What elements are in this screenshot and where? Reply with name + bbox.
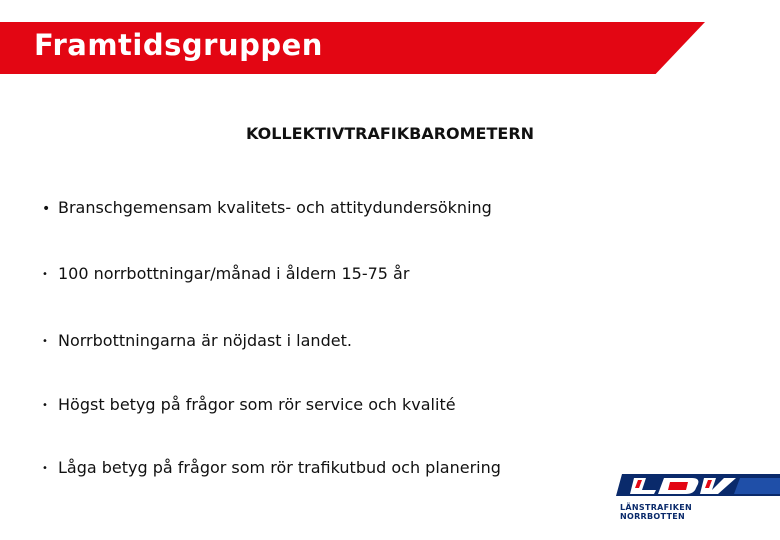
bullet-item — [42, 198, 492, 217]
slide-title: Framtidsgruppen — [34, 28, 323, 62]
bullet-dot-icon: • — [42, 463, 48, 474]
slide-subtitle: KOLLEKTIVTRAFIKBAROMETERN — [245, 124, 535, 143]
bullet-dot-icon: • — [42, 400, 48, 411]
bullet-dot-icon: • — [42, 336, 48, 347]
bullet-text: Låga betyg på frågor som rör trafikutbud och planering — [58, 458, 501, 477]
bullet-dot-icon: • — [42, 200, 51, 217]
bullet-text: Högst betyg på frågor som rör service och kvalité — [58, 395, 456, 414]
logo-text-line2: NORRBOTTEN — [620, 512, 685, 521]
bullet-item — [42, 395, 456, 414]
bullet-item — [42, 331, 352, 350]
bullet-text: 100 norrbottningar/månad i åldern 15-75 år — [58, 264, 410, 283]
bullet-dot-icon: • — [42, 269, 48, 280]
logo-text-line1: LÄNSTRAFIKEN — [620, 503, 692, 512]
bullet-text: Branschgemensam kvalitets- och attitydundersökning — [58, 198, 492, 217]
lanstrafiken-logo — [612, 466, 780, 536]
bullet-text: Norrbottningarna är nöjdast i landet. — [58, 331, 352, 350]
bullet-item — [42, 264, 409, 283]
bullet-item — [42, 458, 501, 477]
